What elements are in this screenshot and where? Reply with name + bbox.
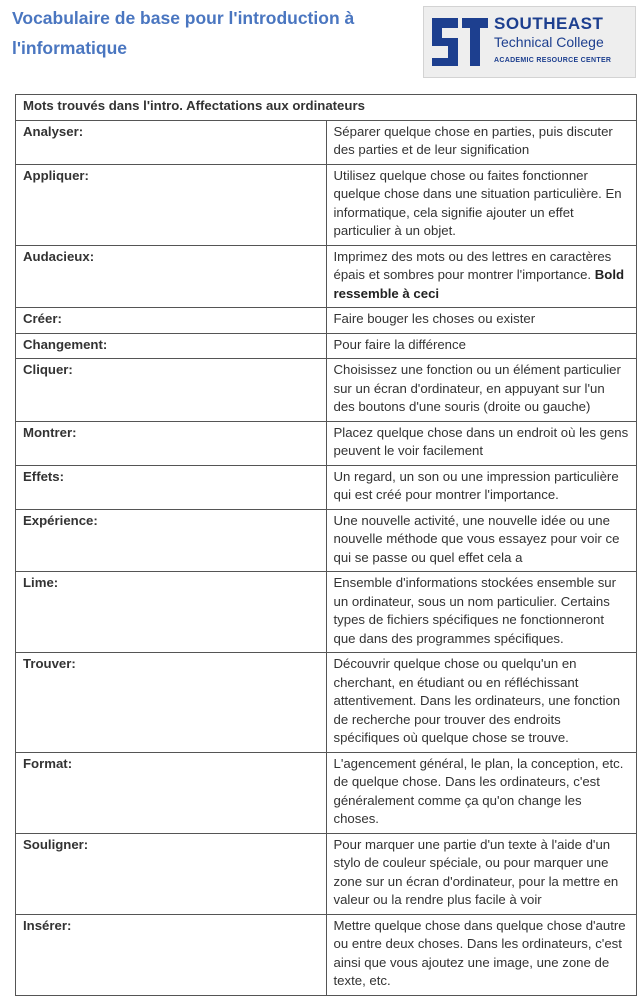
vocab-term: Souligner: bbox=[16, 833, 327, 914]
table-row bbox=[16, 245, 637, 308]
definition-text: Séparer quelque chose en parties, puis discuter des parties et de leur signification bbox=[333, 123, 613, 157]
definition-text: Ensemble d'informations stockées ensemble sur un ordinateur, sous un nom particulier. Certains types de fichiers spécifiques ne fonctionneront que dans des programmes spécifiques. bbox=[333, 575, 617, 646]
vocab-term: Cliquer: bbox=[16, 359, 327, 422]
table-row bbox=[16, 421, 637, 465]
logo-line-1: SOUTHEAST bbox=[494, 14, 604, 33]
vocab-definition bbox=[326, 164, 637, 245]
vocab-term: Changement: bbox=[16, 333, 327, 359]
logo-line-2: Technical College bbox=[494, 34, 604, 50]
vocab-definition bbox=[326, 308, 637, 334]
definition-text: Découvrir quelque chose ou quelqu'un en cherchant, en étudiant ou en réfléchissant attentivement. Dans les ordinateurs, une fonction de recherche pour trouver des endroits spécifiques où quelque chose se trouve. bbox=[333, 656, 621, 745]
vocab-term: Expérience: bbox=[16, 509, 327, 572]
vocab-definition bbox=[326, 833, 637, 914]
definition-text: Choisissez une fonction ou un élément particulier sur un écran d'ordinateur, en appuyant sur l'un des boutons d'une souris (droite ou gauche) bbox=[333, 362, 621, 414]
table-row bbox=[16, 833, 637, 914]
definition-text: Faire bouger les choses ou exister bbox=[333, 311, 536, 326]
definition-text: Un regard, un son ou une impression particulière qui est créé pour montrer l'importance. bbox=[333, 468, 619, 502]
vocab-definition bbox=[326, 509, 637, 572]
table-header-row bbox=[16, 95, 637, 121]
vocab-definition bbox=[326, 465, 637, 509]
table-row bbox=[16, 465, 637, 509]
definition-text: L'agencement général, le plan, la conception, etc. de quelque chose. Dans les ordinateurs, c'est généralement comme ça qu'on change les choses. bbox=[333, 755, 624, 826]
vocab-definition bbox=[326, 914, 637, 995]
definition-text: Imprimez des mots ou des lettres en caractères épais et sombres pour montrer l'importance. bbox=[333, 248, 612, 282]
table-row bbox=[16, 333, 637, 359]
vocab-definition bbox=[326, 653, 637, 753]
table-row bbox=[16, 509, 637, 572]
definition-text: Utilisez quelque chose ou faites fonctionner quelque chose dans une situation particulière. En informatique, cela signifie ajouter un effet particulier à un objet. bbox=[333, 167, 622, 238]
college-logo bbox=[423, 6, 636, 78]
table-row bbox=[16, 572, 637, 653]
vocab-term: Lime: bbox=[16, 572, 327, 653]
table-header: Mots trouvés dans l'intro. Affectations aux ordinateurs bbox=[16, 95, 637, 121]
vocab-term: Appliquer: bbox=[16, 164, 327, 245]
vocab-term: Créer: bbox=[16, 308, 327, 334]
vocab-definition bbox=[326, 333, 637, 359]
st-monogram-icon bbox=[432, 14, 490, 72]
table-row bbox=[16, 359, 637, 422]
logo-line-3: ACADEMIC RESOURCE CENTER bbox=[494, 57, 612, 64]
vocab-definition bbox=[326, 245, 637, 308]
table-row bbox=[16, 308, 637, 334]
definition-text: Pour faire la différence bbox=[333, 336, 466, 352]
definition-text: Mettre quelque chose dans quelque chose d'autre ou entre deux choses. Dans les ordinateurs, c'est ainsi que vous ajoutez une image, une zone de texte, etc. bbox=[333, 917, 626, 988]
vocab-definition bbox=[326, 120, 637, 164]
page-title: Vocabulaire de base pour l'introduction à l'informatique bbox=[12, 8, 355, 58]
vocab-definition bbox=[326, 421, 637, 465]
table-row bbox=[16, 752, 637, 833]
vocab-term: Effets: bbox=[16, 465, 327, 509]
vocab-term: Insérer: bbox=[16, 914, 327, 995]
vocab-term: Audacieux: bbox=[16, 245, 327, 308]
vocabulary-table bbox=[15, 94, 637, 996]
definition-text: Pour marquer une partie d'un texte à l'aide d'un stylo de couleur spéciale, ou pour marquer une zone sur un écran d'ordinateur, pour la mettre en valeur ou la rendre plus facile à voir bbox=[333, 836, 619, 907]
table-row bbox=[16, 914, 637, 995]
definition-text: Placez quelque chose dans un endroit où les gens peuvent le voir facilement bbox=[333, 424, 629, 458]
vocab-term: Format: bbox=[16, 752, 327, 833]
vocab-term: Trouver: bbox=[16, 653, 327, 753]
table-row bbox=[16, 653, 637, 753]
vocab-term: Montrer: bbox=[16, 421, 327, 465]
table-row bbox=[16, 120, 637, 164]
bold-example-text: Bold ressemble à ceci bbox=[333, 267, 625, 301]
table-row bbox=[16, 164, 637, 245]
vocab-definition bbox=[326, 359, 637, 422]
definition-text: Une nouvelle activité, une nouvelle idée ou une nouvelle méthode que vous essayez pour voir ce qui se passe ou quel effet cela a bbox=[333, 512, 620, 565]
vocab-term: Analyser: bbox=[16, 120, 327, 164]
vocab-definition bbox=[326, 572, 637, 653]
vocab-definition bbox=[326, 752, 637, 833]
